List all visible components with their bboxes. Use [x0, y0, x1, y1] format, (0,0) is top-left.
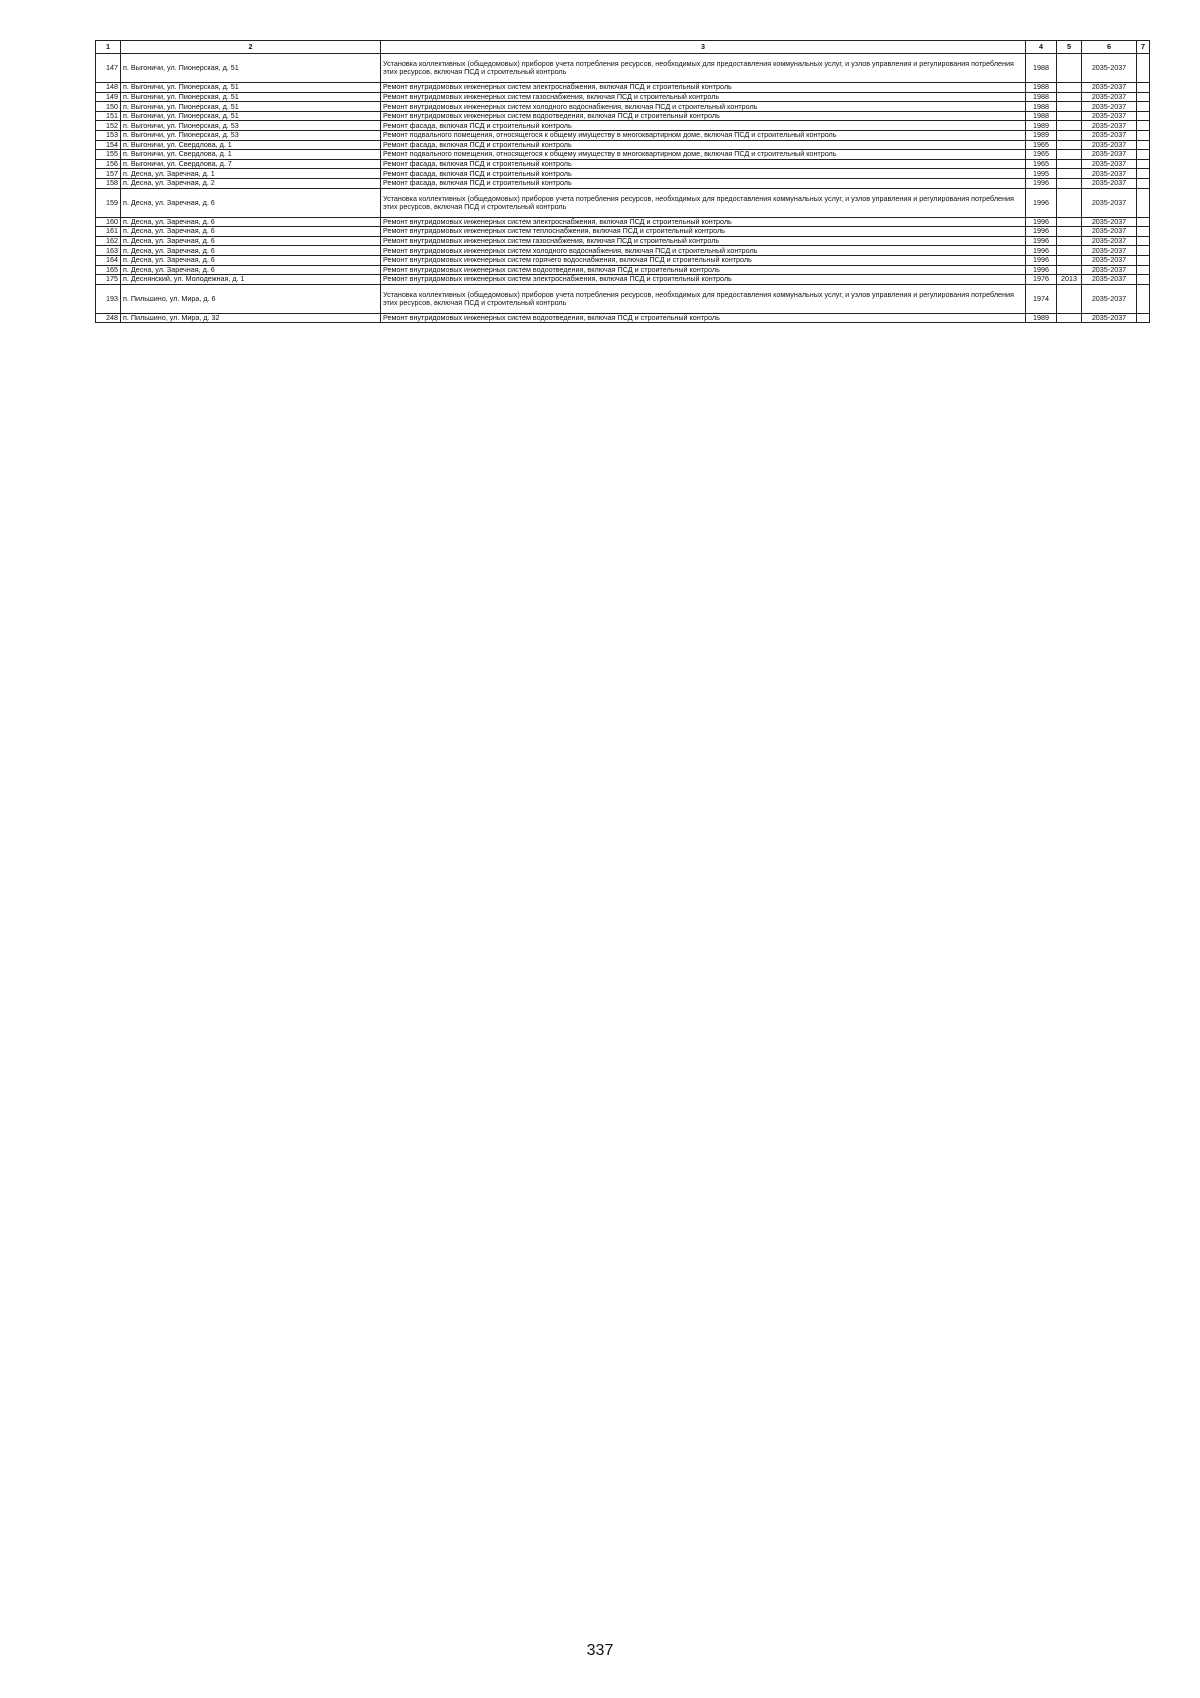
cell-work: Ремонт внутридомовых инженерных систем водоотведения, включая ПСД и строительный контроль [381, 111, 1026, 121]
table-row [96, 313, 1150, 323]
cell-work: Ремонт внутридомовых инженерных систем электроснабжения, включая ПСД и строительный контроль [381, 83, 1026, 93]
table-row [96, 54, 1150, 83]
cell-c5 [1057, 54, 1082, 83]
cell-year: 1996 [1026, 217, 1057, 227]
table-row [96, 227, 1150, 237]
cell-year: 1996 [1026, 188, 1057, 217]
cell-period: 2035-2037 [1082, 121, 1137, 131]
cell-year: 1996 [1026, 246, 1057, 256]
cell-blank [1137, 227, 1150, 237]
cell-work: Ремонт внутридомовых инженерных систем газоснабжения, включая ПСД и строительный контроль [381, 236, 1026, 246]
cell-period: 2035-2037 [1082, 313, 1137, 323]
cell-n: 152 [96, 121, 121, 131]
cell-addr: п. Пильшино, ул. Мира, д. 6 [121, 284, 381, 313]
cell-blank [1137, 188, 1150, 217]
cell-blank [1137, 246, 1150, 256]
cell-c5 [1057, 178, 1082, 188]
header-cell: 1 [96, 41, 121, 54]
cell-year: 1965 [1026, 150, 1057, 160]
cell-work: Ремонт внутридомовых инженерных систем горячего водоснабжения, включая ПСД и строительный контроль [381, 255, 1026, 265]
cell-n: 148 [96, 83, 121, 93]
cell-work: Ремонт фасада, включая ПСД и строительный контроль [381, 159, 1026, 169]
header-cell: 3 [381, 41, 1026, 54]
cell-blank [1137, 54, 1150, 83]
cell-n: 147 [96, 54, 121, 83]
cell-addr: п. Десна, ул. Заречная, д. 6 [121, 217, 381, 227]
cell-addr: п. Выгоничи, ул. Пионерская, д. 51 [121, 92, 381, 102]
cell-work: Ремонт внутридомовых инженерных систем электроснабжения, включая ПСД и строительный контроль [381, 275, 1026, 285]
cell-period: 2035-2037 [1082, 217, 1137, 227]
cell-n: 157 [96, 169, 121, 179]
table-row [96, 92, 1150, 102]
table-row [96, 83, 1150, 93]
cell-period: 2035-2037 [1082, 111, 1137, 121]
cell-n: 161 [96, 227, 121, 237]
cell-period: 2035-2037 [1082, 83, 1137, 93]
cell-addr: п. Выгоничи, ул. Пионерская, д. 53 [121, 130, 381, 140]
cell-year: 1995 [1026, 169, 1057, 179]
cell-period: 2035-2037 [1082, 236, 1137, 246]
register-table [95, 40, 1150, 323]
cell-work: Ремонт внутридомовых инженерных систем холодного водоснабжения, включая ПСД и строительный контроль [381, 102, 1026, 112]
cell-blank [1137, 169, 1150, 179]
cell-blank [1137, 130, 1150, 140]
header-cell: 2 [121, 41, 381, 54]
cell-blank [1137, 121, 1150, 131]
cell-c5 [1057, 217, 1082, 227]
cell-addr: п. Пильшино, ул. Мира, д. 32 [121, 313, 381, 323]
cell-addr: п. Деснянский, ул. Молодежная, д. 1 [121, 275, 381, 285]
cell-year: 1989 [1026, 130, 1057, 140]
cell-year: 1988 [1026, 92, 1057, 102]
cell-addr: п. Выгоничи, ул. Свердлова, д. 1 [121, 150, 381, 160]
cell-work: Ремонт фасада, включая ПСД и строительный контроль [381, 140, 1026, 150]
table-row [96, 246, 1150, 256]
cell-work: Ремонт фасада, включая ПСД и строительный контроль [381, 169, 1026, 179]
cell-n: 149 [96, 92, 121, 102]
cell-addr: п. Десна, ул. Заречная, д. 6 [121, 236, 381, 246]
table-row [96, 121, 1150, 131]
cell-blank [1137, 265, 1150, 275]
cell-blank [1137, 140, 1150, 150]
cell-work: Ремонт подвального помещения, относящегося к общему имуществу в многоквартирном доме, включая ПСД и строительный контроль [381, 130, 1026, 140]
cell-year: 1996 [1026, 255, 1057, 265]
cell-year: 1965 [1026, 159, 1057, 169]
table-row [96, 159, 1150, 169]
cell-addr: п. Десна, ул. Заречная, д. 2 [121, 178, 381, 188]
cell-period: 2035-2037 [1082, 284, 1137, 313]
cell-work: Ремонт подвального помещения, относящегося к общему имуществу в многоквартирном доме, включая ПСД и строительный контроль [381, 150, 1026, 160]
cell-year: 1989 [1026, 121, 1057, 131]
cell-period: 2035-2037 [1082, 255, 1137, 265]
cell-addr: п. Выгоничи, ул. Пионерская, д. 53 [121, 121, 381, 131]
cell-c5 [1057, 92, 1082, 102]
cell-c5 [1057, 236, 1082, 246]
cell-addr: п. Десна, ул. Заречная, д. 6 [121, 188, 381, 217]
header-cell: 7 [1137, 41, 1150, 54]
cell-addr: п. Десна, ул. Заречная, д. 6 [121, 255, 381, 265]
cell-c5 [1057, 111, 1082, 121]
cell-blank [1137, 150, 1150, 160]
cell-addr: п. Выгоничи, ул. Свердлова, д. 1 [121, 140, 381, 150]
cell-year: 1988 [1026, 102, 1057, 112]
cell-n: 164 [96, 255, 121, 265]
table-row [96, 275, 1150, 285]
cell-c5 [1057, 188, 1082, 217]
cell-work: Ремонт внутридомовых инженерных систем теплоснабжения, включая ПСД и строительный контроль [381, 227, 1026, 237]
cell-n: 175 [96, 275, 121, 285]
cell-n: 154 [96, 140, 121, 150]
cell-c5 [1057, 265, 1082, 275]
cell-c5 [1057, 227, 1082, 237]
cell-addr: п. Выгоничи, ул. Свердлова, д. 7 [121, 159, 381, 169]
cell-addr: п. Выгоничи, ул. Пионерская, д. 51 [121, 111, 381, 121]
cell-c5 [1057, 159, 1082, 169]
cell-year: 1996 [1026, 178, 1057, 188]
cell-n: 159 [96, 188, 121, 217]
cell-n: 150 [96, 102, 121, 112]
cell-year: 1988 [1026, 54, 1057, 83]
cell-blank [1137, 217, 1150, 227]
table-row [96, 169, 1150, 179]
cell-year: 1988 [1026, 83, 1057, 93]
cell-work: Установка коллективных (общедомовых) приборов учета потребления ресурсов, необходимых для предоставления коммунальных услуг, и узлов управления и регулирования потребления этих ресурсов, включая ПСД и строительный контроль [381, 188, 1026, 217]
cell-c5 [1057, 169, 1082, 179]
cell-year: 1996 [1026, 236, 1057, 246]
cell-work: Ремонт внутридомовых инженерных систем водоотведения, включая ПСД и строительный контроль [381, 265, 1026, 275]
cell-period: 2035-2037 [1082, 188, 1137, 217]
cell-period: 2035-2037 [1082, 54, 1137, 83]
header-cell: 5 [1057, 41, 1082, 54]
cell-work: Ремонт внутридомовых инженерных систем электроснабжения, включая ПСД и строительный контроль [381, 217, 1026, 227]
cell-blank [1137, 83, 1150, 93]
table-row [96, 217, 1150, 227]
header-cell: 4 [1026, 41, 1057, 54]
cell-period: 2035-2037 [1082, 140, 1137, 150]
cell-n: 162 [96, 236, 121, 246]
cell-period: 2035-2037 [1082, 169, 1137, 179]
table-row [96, 265, 1150, 275]
cell-period: 2035-2037 [1082, 92, 1137, 102]
cell-blank [1137, 159, 1150, 169]
table-row [96, 255, 1150, 265]
cell-c5 [1057, 102, 1082, 112]
cell-addr: п. Выгоничи, ул. Пионерская, д. 51 [121, 54, 381, 83]
cell-period: 2035-2037 [1082, 265, 1137, 275]
cell-period: 2035-2037 [1082, 178, 1137, 188]
cell-addr: п. Выгоничи, ул. Пионерская, д. 51 [121, 102, 381, 112]
cell-period: 2035-2037 [1082, 150, 1137, 160]
header-cell: 6 [1082, 41, 1137, 54]
cell-work: Установка коллективных (общедомовых) приборов учета потребления ресурсов, необходимых для предоставления коммунальных услуг, и узлов управления и регулирования потребления этих ресурсов, включая ПСД и строительный контроль [381, 54, 1026, 83]
table-row [96, 150, 1150, 160]
cell-n: 160 [96, 217, 121, 227]
cell-year: 1988 [1026, 111, 1057, 121]
cell-year: 1976 [1026, 275, 1057, 285]
cell-c5 [1057, 150, 1082, 160]
cell-year: 1996 [1026, 265, 1057, 275]
cell-work: Ремонт внутридомовых инженерных систем газоснабжения, включая ПСД и строительный контроль [381, 92, 1026, 102]
cell-n: 158 [96, 178, 121, 188]
cell-work: Установка коллективных (общедомовых) приборов учета потребления ресурсов, необходимых для предоставления коммунальных услуг, и узлов управления и регулирования потребления этих ресурсов, включая ПСД и строительный контроль [381, 284, 1026, 313]
cell-blank [1137, 111, 1150, 121]
cell-period: 2035-2037 [1082, 102, 1137, 112]
cell-blank [1137, 92, 1150, 102]
cell-work: Ремонт внутридомовых инженерных систем водоотведения, включая ПСД и строительный контроль [381, 313, 1026, 323]
table-row [96, 111, 1150, 121]
table-row [96, 140, 1150, 150]
cell-n: 163 [96, 246, 121, 256]
cell-blank [1137, 284, 1150, 313]
cell-n: 155 [96, 150, 121, 160]
table-row [96, 130, 1150, 140]
cell-addr: п. Десна, ул. Заречная, д. 1 [121, 169, 381, 179]
cell-year: 1965 [1026, 140, 1057, 150]
cell-period: 2035-2037 [1082, 246, 1137, 256]
cell-period: 2035-2037 [1082, 159, 1137, 169]
cell-c5 [1057, 284, 1082, 313]
page-number: 337 [586, 1642, 614, 1659]
cell-blank [1137, 313, 1150, 323]
cell-n: 248 [96, 313, 121, 323]
cell-addr: п. Десна, ул. Заречная, д. 6 [121, 265, 381, 275]
cell-period: 2035-2037 [1082, 227, 1137, 237]
table-row [96, 284, 1150, 313]
cell-year: 1989 [1026, 313, 1057, 323]
cell-addr: п. Выгоничи, ул. Пионерская, д. 51 [121, 83, 381, 93]
cell-c5 [1057, 255, 1082, 265]
cell-c5 [1057, 140, 1082, 150]
cell-c5 [1057, 313, 1082, 323]
cell-n: 165 [96, 265, 121, 275]
cell-work: Ремонт фасада, включая ПСД и строительный контроль [381, 121, 1026, 131]
table-row [96, 236, 1150, 246]
cell-year: 1996 [1026, 227, 1057, 237]
table-row [96, 102, 1150, 112]
cell-work: Ремонт внутридомовых инженерных систем холодного водоснабжения, включая ПСД и строительный контроль [381, 246, 1026, 256]
cell-period: 2035-2037 [1082, 130, 1137, 140]
cell-c5 [1057, 83, 1082, 93]
cell-n: 151 [96, 111, 121, 121]
table-row [96, 188, 1150, 217]
cell-year: 1974 [1026, 284, 1057, 313]
cell-period: 2035-2037 [1082, 275, 1137, 285]
header-row [96, 41, 1150, 54]
cell-c5 [1057, 130, 1082, 140]
cell-n: 193 [96, 284, 121, 313]
cell-n: 156 [96, 159, 121, 169]
cell-blank [1137, 236, 1150, 246]
cell-work: Ремонт фасада, включая ПСД и строительный контроль [381, 178, 1026, 188]
cell-blank [1137, 255, 1150, 265]
cell-c5 [1057, 121, 1082, 131]
cell-addr: п. Десна, ул. Заречная, д. 6 [121, 227, 381, 237]
table-row [96, 178, 1150, 188]
cell-blank [1137, 275, 1150, 285]
cell-addr: п. Десна, ул. Заречная, д. 6 [121, 246, 381, 256]
cell-c5: 2013 [1057, 275, 1082, 285]
cell-n: 153 [96, 130, 121, 140]
cell-blank [1137, 102, 1150, 112]
cell-c5 [1057, 246, 1082, 256]
cell-blank [1137, 178, 1150, 188]
